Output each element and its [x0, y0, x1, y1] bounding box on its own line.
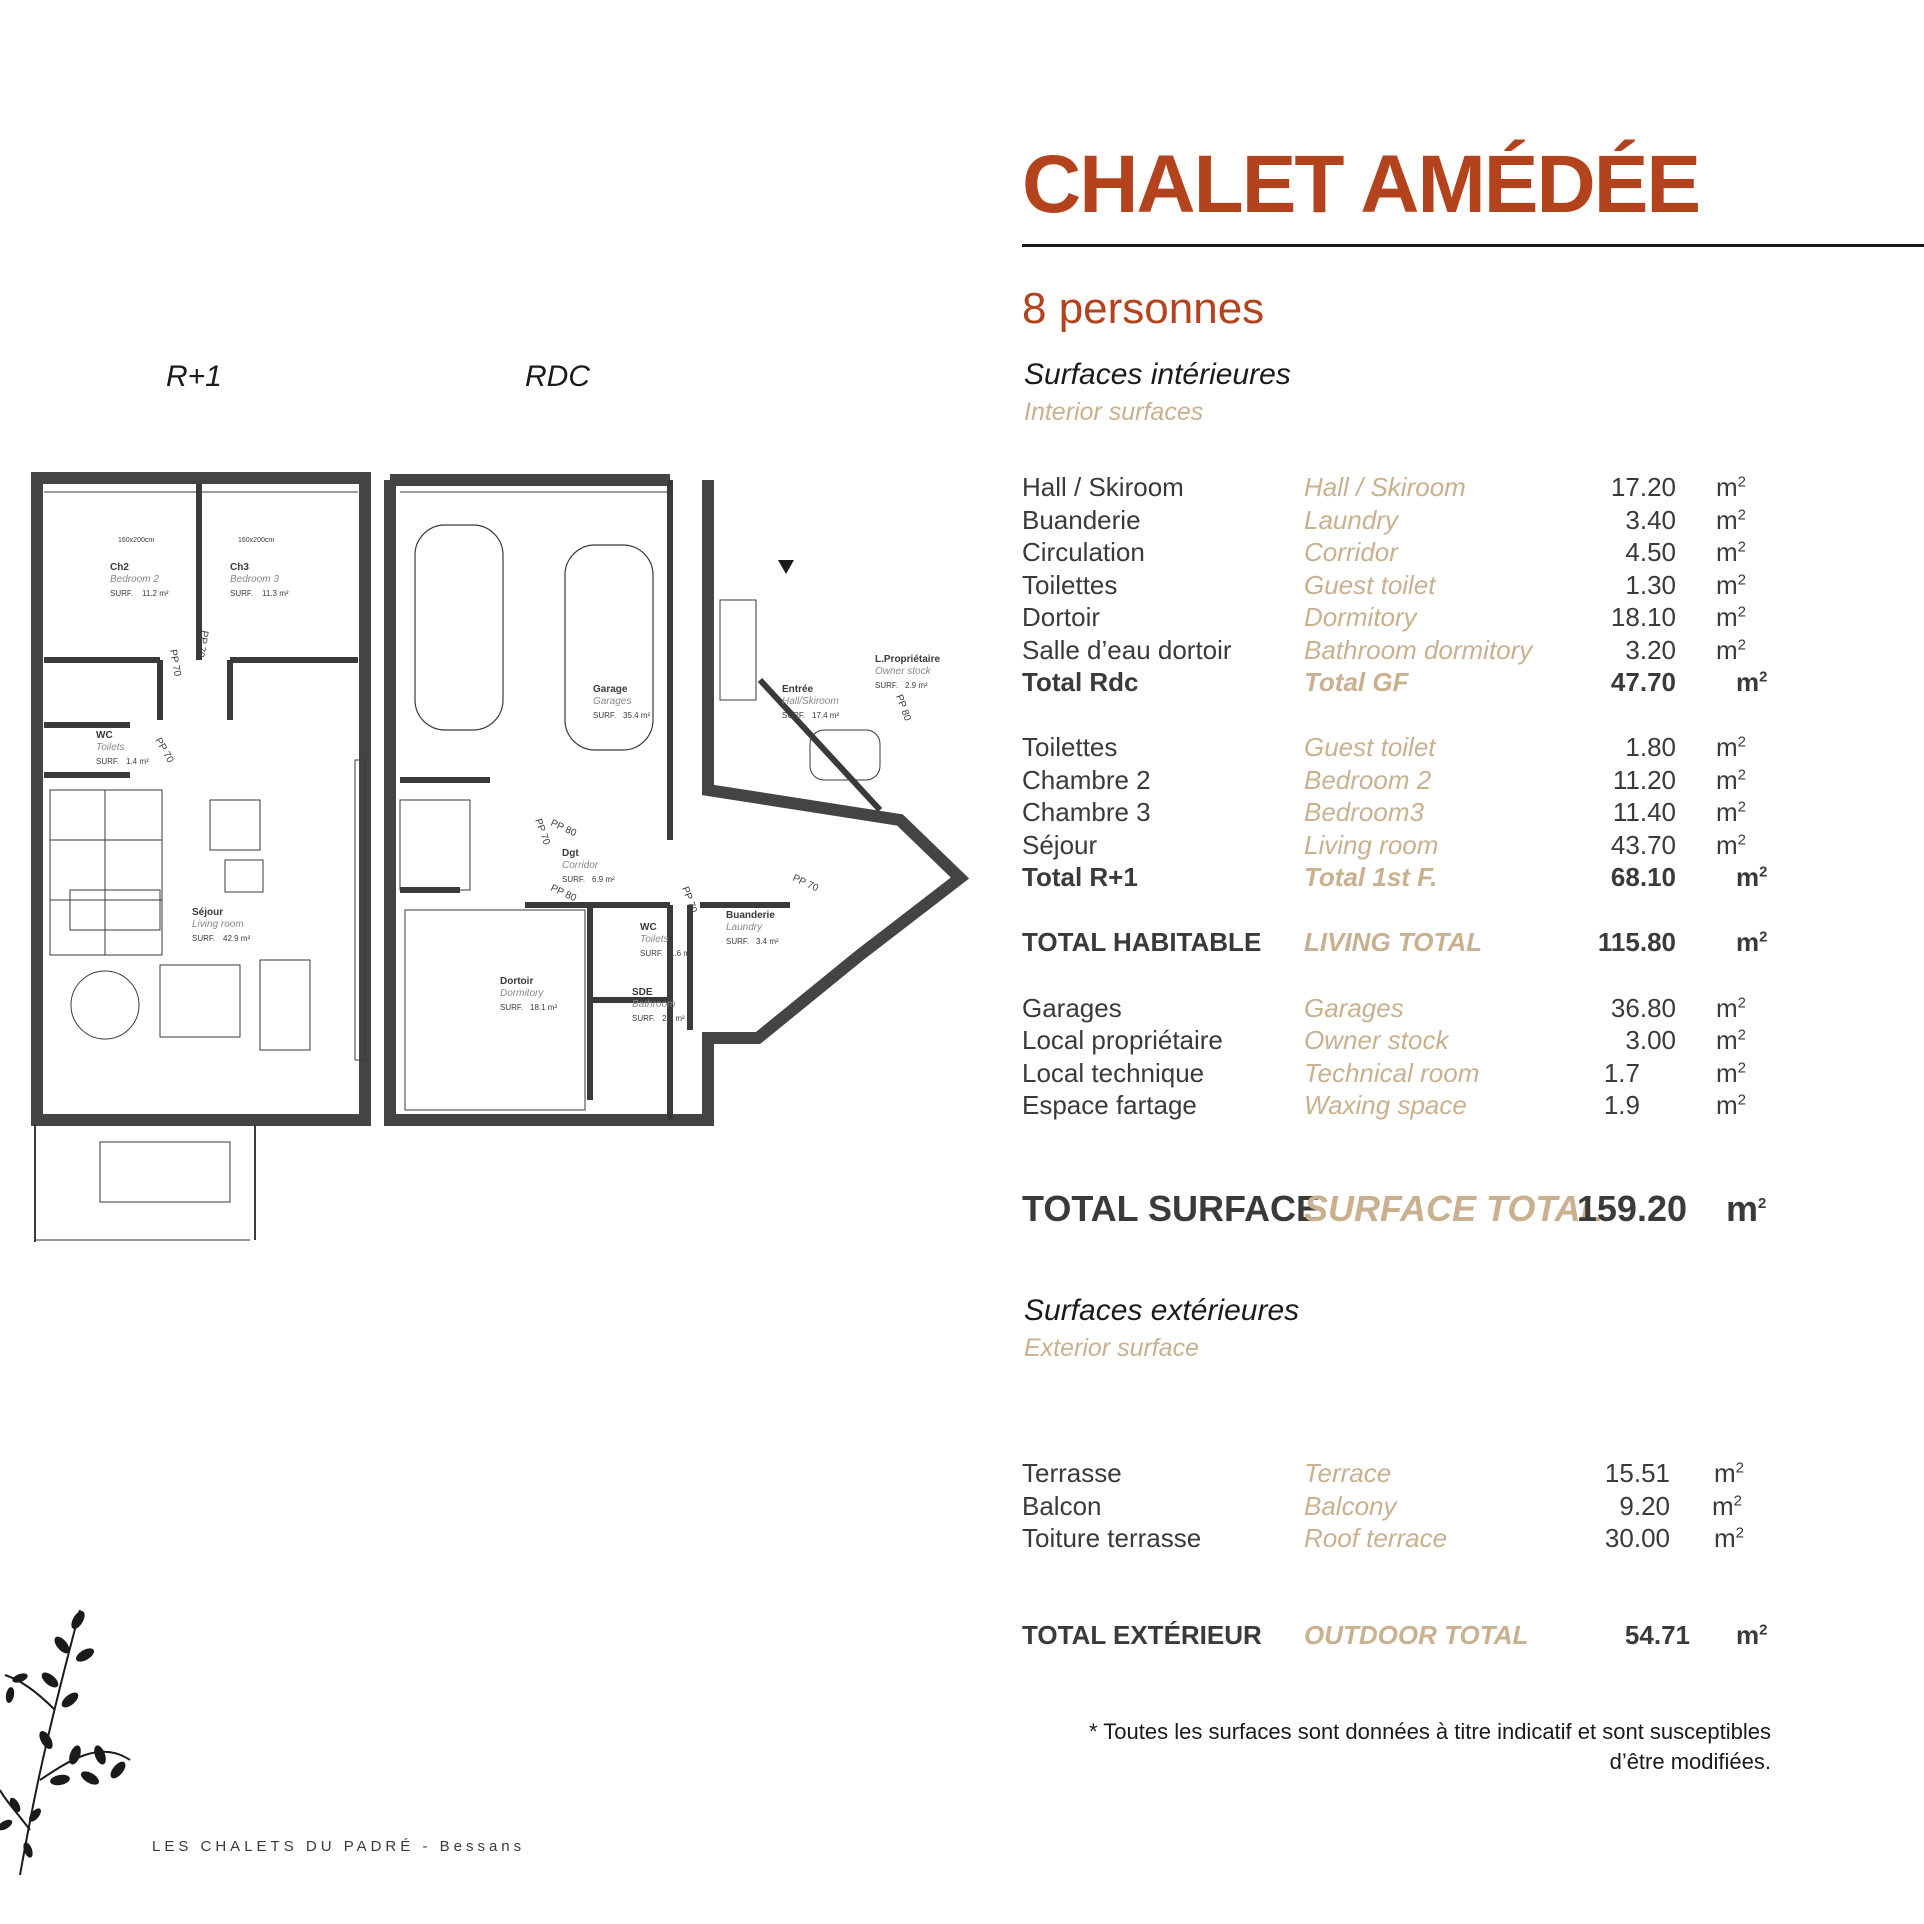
row-label-en: Corridor	[1304, 537, 1398, 567]
row-unit: $m^2$	[1716, 570, 1747, 600]
row-value: 3.00	[1625, 1025, 1676, 1055]
table-row	[1022, 1491, 1772, 1525]
row-label-en: Terrace	[1304, 1458, 1392, 1488]
row-label-en: Technical room	[1304, 1058, 1480, 1088]
row-label-en: Owner stock	[1304, 1025, 1449, 1055]
ch2-bed: 160x200cm	[118, 537, 155, 544]
row-label-en: Living room	[1304, 830, 1439, 860]
total-row	[1022, 862, 1772, 896]
ch3-bed: 160x200cm	[238, 537, 275, 544]
garage-surf: SURF.	[593, 711, 617, 720]
row-label-en: Balcony	[1304, 1491, 1397, 1521]
ch2-surf: SURF.	[110, 589, 134, 598]
entree-en: Hall/Skiroom	[782, 696, 839, 707]
dortoir-value: 18.1 m²	[530, 1003, 558, 1012]
row-unit: $m^2$	[1716, 732, 1747, 762]
row-value: 159.20	[1576, 1188, 1687, 1229]
sejour-value: 42.9 m²	[223, 934, 251, 943]
sejour-surf: SURF.	[192, 934, 216, 943]
buanderie-surf: SURF.	[726, 937, 750, 946]
row-unit: $m^2$	[1712, 1491, 1743, 1521]
row-label-fr: Séjour	[1022, 830, 1098, 860]
table-row	[1022, 537, 1772, 571]
garage-name: Garage	[593, 684, 628, 695]
row-label-en: Waxing space	[1304, 1090, 1467, 1120]
row-unit: $m^2$	[1716, 1058, 1747, 1088]
row-unit: $m^2$	[1714, 1523, 1745, 1553]
garage-value: 35.4 m²	[623, 711, 651, 720]
table-row	[1022, 732, 1772, 766]
buanderie-name: Buanderie	[726, 910, 775, 921]
table-row	[1022, 797, 1772, 831]
dortoir-surf: SURF.	[500, 1003, 524, 1012]
row-unit: $m^2$	[1716, 1025, 1747, 1055]
row-label-fr: Total Rdc	[1022, 667, 1139, 697]
wc-up-surf: SURF.	[96, 757, 120, 766]
row-label-fr: Chambre 3	[1022, 797, 1151, 827]
lprop-name: L.Propriétaire	[875, 654, 941, 665]
row-unit: $m^2$	[1716, 830, 1747, 860]
row-label-en: LIVING TOTAL	[1304, 927, 1483, 957]
row-label-en: SURFACE TOTAL	[1304, 1188, 1603, 1229]
door-label-ch2: PP 70	[167, 648, 183, 678]
row-unit: $m^2$	[1716, 765, 1747, 795]
row-value: 68.10	[1610, 862, 1676, 892]
row-unit: $m^2$	[1716, 472, 1747, 502]
row-value: 43.70	[1610, 830, 1676, 860]
row-label-fr: Toilettes	[1022, 570, 1118, 600]
row-label-fr: Chambre 2	[1022, 765, 1151, 795]
row-label-en: Hall / Skiroom	[1304, 472, 1466, 502]
lprop-en: Owner stock	[875, 666, 931, 677]
row-value: 18.10	[1610, 602, 1676, 632]
dgt-surf: SURF.	[562, 875, 586, 884]
row-label-fr: Buanderie	[1022, 505, 1141, 535]
row-label-fr: TOTAL EXTÉRIEUR	[1022, 1620, 1262, 1650]
table-row	[1022, 570, 1772, 604]
sde-surf: SURF.	[632, 1014, 656, 1023]
row-value: 3.20	[1625, 635, 1676, 665]
row-label-en: Dormitory	[1304, 602, 1417, 632]
row-value: 3.40	[1625, 505, 1676, 535]
total-row	[1022, 927, 1772, 961]
row-unit: $m^2$	[1736, 667, 1768, 697]
table-row	[1022, 635, 1772, 669]
ch2-value: 11.2 m²	[142, 589, 169, 598]
table-row	[1022, 602, 1772, 636]
dortoir-en: Dormitory	[500, 988, 544, 999]
entree-surf: SURF.	[782, 711, 806, 720]
total-row	[1022, 667, 1772, 701]
row-unit: $m^2$	[1716, 635, 1747, 665]
row-label-en: Bedroom 2	[1304, 765, 1432, 795]
row-value: 17.20	[1610, 472, 1676, 502]
buanderie-value: 3.4 m²	[756, 937, 779, 946]
upper-floor-plan	[35, 478, 365, 1242]
row-label-fr: Toilettes	[1022, 732, 1118, 762]
row-label-en: Guest toilet	[1304, 732, 1436, 762]
row-label-en: Total 1st F.	[1304, 862, 1438, 892]
row-value: 9.20	[1619, 1491, 1670, 1521]
exterior-section-subtitle: Exterior surface	[1024, 1334, 1200, 1362]
row-label-en: OUTDOOR TOTAL	[1304, 1620, 1529, 1650]
row-label-fr: Local propriétaire	[1022, 1025, 1223, 1055]
table-row	[1022, 1058, 1772, 1092]
dortoir-name: Dortoir	[500, 976, 534, 987]
leaf-branch-icon	[0, 1600, 140, 1880]
door-label-wc-dn: PP 70	[679, 885, 699, 915]
row-label-en: Guest toilet	[1304, 570, 1436, 600]
sde-name: SDE	[632, 987, 653, 998]
row-unit: $m^2$	[1716, 797, 1747, 827]
row-label-fr: Salle d’eau dortoir	[1022, 635, 1232, 665]
row-value: 1.9	[1603, 1090, 1640, 1120]
ch2-name: Ch2	[110, 562, 129, 573]
row-value: 4.50	[1625, 537, 1676, 567]
garage-en: Garages	[593, 696, 632, 707]
exterior-section-title: Surfaces extérieures	[1024, 1294, 1300, 1327]
capacity-label: 8 personnes	[1022, 284, 1265, 333]
row-label-fr: Toiture terrasse	[1022, 1523, 1202, 1553]
door-label-dortoir: PP 80	[548, 882, 578, 905]
interior-section-subtitle: Interior surfaces	[1024, 398, 1204, 426]
ch2-en: Bedroom 2	[110, 574, 159, 585]
row-label-fr: Circulation	[1022, 537, 1145, 567]
ground-floor-plan	[390, 480, 960, 1120]
table-row	[1022, 505, 1772, 539]
row-label-en: Bathroom dormitory	[1304, 635, 1533, 665]
wc-up-en: Toilets	[96, 742, 125, 753]
row-label-fr: Local technique	[1022, 1058, 1205, 1088]
page-title: CHALET AMÉDÉE	[1022, 139, 1700, 230]
table-row	[1022, 1025, 1772, 1059]
door-label-lprop: PP 80	[893, 693, 913, 723]
row-unit: $m^2$	[1714, 1458, 1745, 1488]
row-value: 1.30	[1625, 570, 1676, 600]
row-label-en: Bedroom3	[1304, 797, 1424, 827]
total-surface-row	[1022, 1188, 1772, 1236]
row-label-en: Garages	[1304, 993, 1404, 1023]
row-unit: $m^2$	[1716, 505, 1747, 535]
buanderie-en: Laundry	[726, 922, 763, 933]
door-label-stairs: PP 70	[532, 817, 552, 847]
row-unit: $m^2$	[1736, 927, 1768, 957]
ch3-en: Bedroom 3	[230, 574, 279, 585]
row-unit: $m^2$	[1716, 602, 1747, 632]
lprop-surf: SURF.	[875, 681, 899, 690]
total-row	[1022, 1620, 1772, 1654]
row-value: 11.20	[1612, 765, 1676, 795]
wc-up-value: 1.4 m²	[126, 757, 149, 766]
row-label-fr: Terrasse	[1022, 1458, 1122, 1488]
row-label-en: Roof terrace	[1304, 1523, 1448, 1553]
table-row	[1022, 765, 1772, 799]
row-value: 47.70	[1610, 667, 1676, 697]
row-label-fr: Hall / Skiroom	[1022, 472, 1184, 502]
table-row	[1022, 1523, 1772, 1557]
row-unit: $m^2$	[1716, 537, 1747, 567]
ground-floor-label: RDC	[525, 360, 590, 393]
floor-plans	[30, 460, 1030, 1260]
wc-dn-surf: SURF.	[640, 949, 664, 958]
dgt-en: Corridor	[562, 860, 599, 871]
door-label-dgt: PP 80	[548, 817, 578, 840]
row-label-fr: TOTAL SURFACE	[1022, 1188, 1321, 1229]
table-row	[1022, 993, 1772, 1027]
title-divider	[1022, 244, 1924, 247]
sejour-en: Living room	[192, 919, 244, 930]
row-value: 36.80	[1610, 993, 1676, 1023]
entrance-arrow-icon	[778, 560, 794, 574]
row-unit: $m^2$	[1726, 1188, 1767, 1229]
dgt-name: Dgt	[562, 848, 579, 859]
row-label-fr: Espace fartage	[1022, 1090, 1197, 1120]
upper-floor-label: R+1	[166, 360, 222, 393]
table-row	[1022, 830, 1772, 864]
row-unit: $m^2$	[1716, 993, 1747, 1023]
table-row	[1022, 472, 1772, 506]
sejour-name: Séjour	[192, 907, 224, 918]
table-row	[1022, 1458, 1772, 1492]
row-value: 15.51	[1604, 1458, 1670, 1488]
footer-brand: LES CHALETS DU PADRÉ - Bessans	[152, 1838, 526, 1855]
row-label-en: Laundry	[1304, 505, 1398, 535]
ch3-name: Ch3	[230, 562, 249, 573]
door-label-ch3: PP 70	[194, 629, 210, 659]
sde-en: Bathroom	[632, 999, 676, 1010]
row-value: 115.80	[1597, 927, 1676, 957]
row-value: 30.00	[1604, 1523, 1670, 1553]
row-label-fr: Dortoir	[1022, 602, 1101, 632]
door-label-buanderie: PP 70	[790, 872, 820, 895]
row-unit: $m^2$	[1736, 862, 1768, 892]
wc-dn-name: WC	[640, 922, 657, 933]
lprop-value: 2.9 m²	[905, 681, 928, 690]
table-row	[1022, 1090, 1772, 1124]
ch3-value: 11.3 m²	[262, 589, 289, 598]
disclaimer-note: * Toutes les surfaces sont données à titre indicatif et sont susceptibles d’être modifiées.	[1089, 1719, 1771, 1774]
row-label-fr: TOTAL HABITABLE	[1022, 927, 1262, 957]
dgt-value: 6.9 m²	[592, 875, 615, 884]
wc-dn-value: 1.6 m²	[670, 949, 693, 958]
row-value: 11.40	[1612, 797, 1676, 827]
row-unit: $m^2$	[1716, 1090, 1747, 1120]
row-value: 1.7	[1603, 1058, 1640, 1088]
wc-dn-en: Toilets	[640, 934, 669, 945]
row-label-en: Total GF	[1304, 667, 1409, 697]
entree-value: 17.4 m²	[812, 711, 840, 720]
interior-section-title: Surfaces intérieures	[1024, 358, 1291, 391]
entree-name: Entrée	[782, 684, 814, 695]
wc-up-name: WC	[96, 730, 113, 741]
row-label-fr: Balcon	[1022, 1491, 1102, 1521]
row-label-fr: Garages	[1022, 993, 1122, 1023]
sde-value: 2.9 m²	[662, 1014, 685, 1023]
row-value: 54.71	[1624, 1620, 1690, 1650]
row-unit: $m^2$	[1736, 1620, 1768, 1650]
row-value: 1.80	[1625, 732, 1676, 762]
row-label-fr: Total R+1	[1022, 862, 1138, 892]
door-label-wc: PP 70	[152, 736, 176, 765]
ch3-surf: SURF.	[230, 589, 254, 598]
